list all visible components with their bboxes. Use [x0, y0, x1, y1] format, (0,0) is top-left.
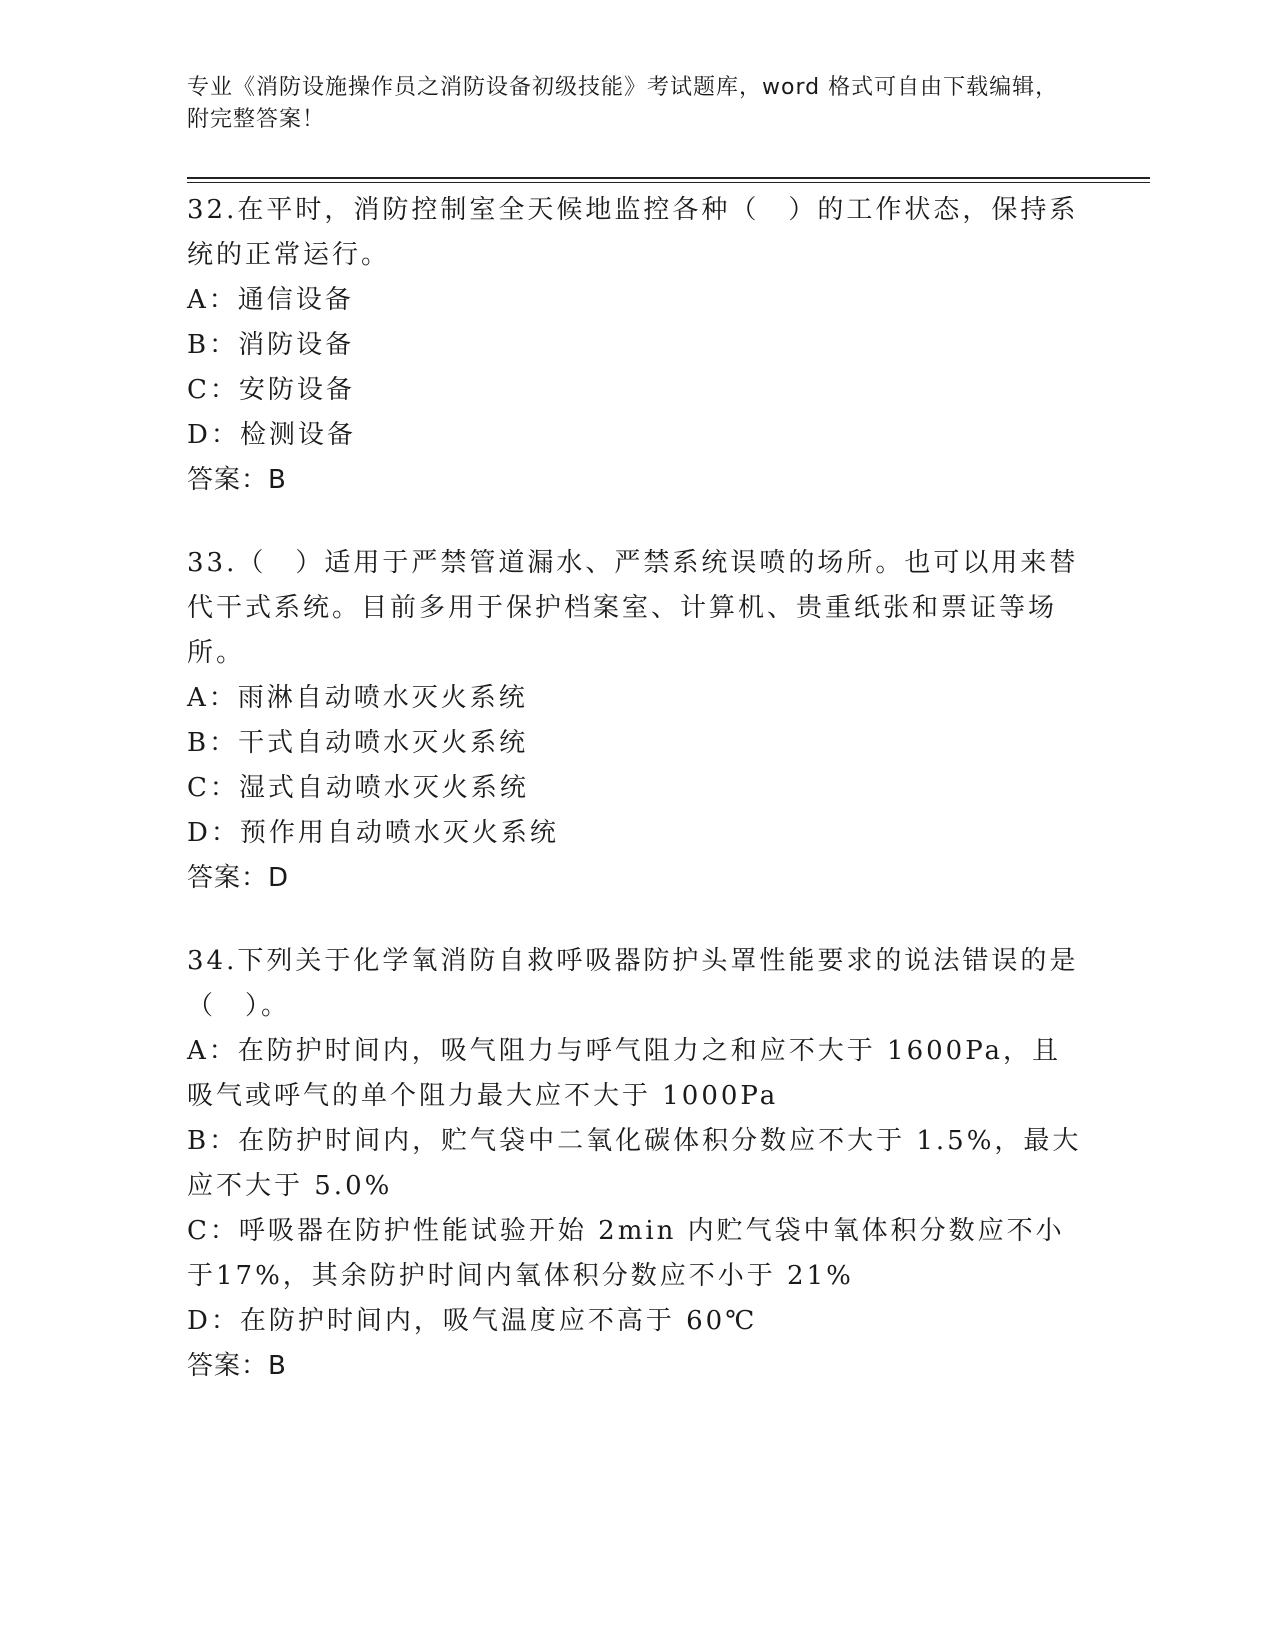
option-d: D：检测设备 — [187, 420, 356, 450]
question-34 — [187, 939, 1087, 1389]
answer-label: 答案：B — [187, 465, 287, 495]
question-stem: 33.（ ）适用于严禁管道漏水、严禁系统误喷的场所。也可以用来替代干式系统。目前多用于保护档案室、计算机、贵重纸张和票证等场所。 — [187, 548, 1079, 668]
option-a: A：雨淋自动喷水灭火系统 — [187, 683, 528, 713]
question-stem: 34.下列关于化学氧消防自救呼吸器防护头罩性能要求的说法错误的是（ ）。 — [187, 946, 1079, 1021]
question-stem: 32.在平时，消防控制室全天候地监控各种（ ）的工作状态，保持系统的正常运行。 — [187, 195, 1079, 270]
option-b: B：在防护时间内，贮气袋中二氧化碳体积分数应不大于 1.5%，最大应不大于 5.0% — [187, 1126, 1082, 1201]
option-d: D：在防护时间内，吸气温度应不高于 60℃ — [187, 1306, 758, 1336]
header-divider-thin — [187, 182, 1150, 183]
page-header: 专业《消防设施操作员之消防设备初级技能》考试题库，word 格式可自由下载编辑，附完整答案！ — [187, 75, 1059, 132]
option-c: C：安防设备 — [187, 375, 355, 405]
option-a: A：在防护时间内，吸气阻力与呼气阻力之和应不大于 1600Pa，且吸气或呼气的单个阻力最大应不大于 1000Pa — [187, 1036, 1062, 1111]
option-c: C：湿式自动喷水灭火系统 — [187, 773, 529, 803]
question-list — [187, 188, 1087, 1427]
option-b: B：消防设备 — [187, 330, 355, 360]
header-divider-thick — [187, 177, 1150, 179]
option-c: C：呼吸器在防护性能试验开始 2min 内贮气袋中氧体积分数应不小于17%，其余防护时间内氧体积分数应不小于 21% — [187, 1216, 1065, 1291]
option-b: B：干式自动喷水灭火系统 — [187, 728, 529, 758]
answer-label: 答案：D — [187, 863, 290, 893]
question-32 — [187, 188, 1087, 503]
option-d: D：预作用自动喷水灭火系统 — [187, 818, 559, 848]
option-a: A：通信设备 — [187, 285, 354, 315]
answer-label: 答案：B — [187, 1351, 287, 1381]
question-33 — [187, 541, 1087, 901]
